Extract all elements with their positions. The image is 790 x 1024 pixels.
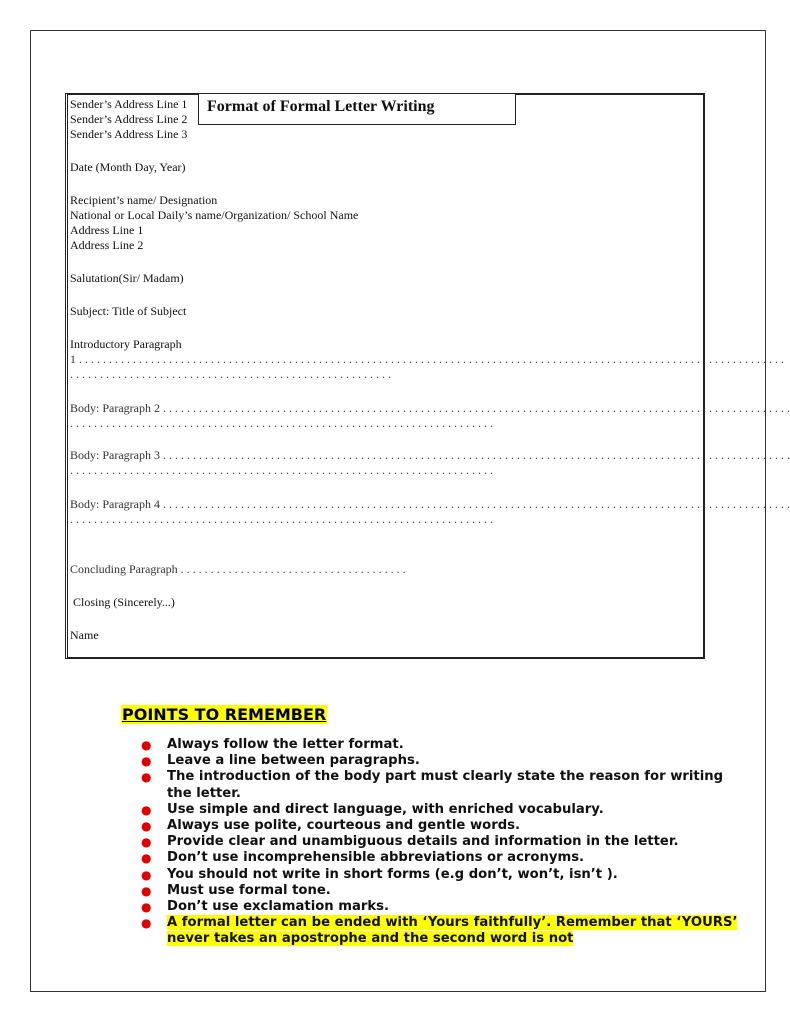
list-item: ● Must use formal tone. — [141, 882, 331, 898]
name-line: Name — [70, 628, 99, 642]
body-paragraph-3-dots: . . . . . . . . . . . . . . . . . . . . . . . . . . . . . . . . . . . . . . . . . . . . . . . . . . . . . . . . . . . . . . . . . . . . . . . — [70, 463, 493, 477]
list-item: ● The introduction of the body part must clearly state the reason for writing the letter. — [141, 769, 724, 801]
bullet-icon: ● — [141, 738, 152, 752]
closing-line: Closing (Sincerely...) — [70, 595, 175, 609]
body-paragraph-4: Body: Paragraph 4 . . . . . . . . . . . . . . . . . . . . . . . . . . . . . . . . . . . . . . . . . . . . . . . . . . . . . . . . . . . . . . . . . . . . . . . . . . . . . . . . . . . . . . . . . . . . . . . . . . . . . . . . . — [70, 497, 790, 511]
list-item — [141, 915, 741, 947]
body-paragraph-2: Body: Paragraph 2 . . . . . . . . . . . . . . . . . . . . . . . . . . . . . . . . . . . . . . . . . . . . . . . . . . . . . . . . . . . . . . . . . . . . . . . . . . . . . . . . . . . . . . . . . . . . . . . . . . . . . . . . . — [70, 401, 790, 415]
list-item: ● Use simple and direct language, with enriched vocabulary. — [141, 801, 604, 817]
sender-address-line-2: Sender’s Address Line 2 — [70, 112, 188, 126]
recipient-line-1: Recipient’s name/ Designation — [70, 193, 218, 207]
bullet-icon: ● — [141, 867, 152, 882]
points-list — [141, 737, 741, 948]
letter-format-title: Format of Formal Letter Writing — [198, 93, 516, 125]
bullet-icon: ● — [141, 802, 152, 817]
highlighted-text: A formal letter can be ended with ‘Yours faithfully’. Remember that ‘YOURS’ never takes an apostrophe and the second word is not — [167, 915, 738, 947]
body-paragraph-2-dots: . . . . . . . . . . . . . . . . . . . . . . . . . . . . . . . . . . . . . . . . . . . . . . . . . . . . . . . . . . . . . . . . . . . . . . . — [70, 416, 493, 430]
list-item: ● Don’t use exclamation marks. — [141, 899, 390, 915]
recipient-line-3: Address Line 1 — [70, 223, 144, 237]
intro-paragraph-dots-2: . . . . . . . . . . . . . . . . . . . . . . . . . . . . . . . . . . . . . . . . . . . . . . . . . . . . . . — [70, 367, 391, 381]
recipient-line-4: Address Line 2 — [70, 238, 144, 252]
list-item: ● Provide clear and unambiguous details and information in the letter. — [141, 834, 679, 850]
subject-line: Subject: Title of Subject — [70, 304, 187, 318]
bullet-icon: ● — [141, 900, 152, 915]
points-to-remember-heading: POINTS TO REMEMBER — [122, 705, 327, 724]
body-paragraph-4-dots: . . . . . . . . . . . . . . . . . . . . . . . . . . . . . . . . . . . . . . . . . . . . . . . . . . . . . . . . . . . . . . . . . . . . . . . — [70, 512, 493, 526]
bullet-icon: ● — [141, 916, 152, 931]
list-item: ● Leave a line between paragraphs. — [141, 753, 420, 769]
salutation-line: Salutation(Sir/ Madam) — [70, 271, 184, 285]
document-page — [30, 30, 790, 992]
list-item: ● Always use polite, courteous and gentle words. — [141, 818, 521, 834]
letter-format-box — [65, 93, 790, 659]
body-paragraph-3: Body: Paragraph 3 . . . . . . . . . . . . . . . . . . . . . . . . . . . . . . . . . . . . . . . . . . . . . . . . . . . . . . . . . . . . . . . . . . . . . . . . . . . . . . . . . . . . . . . . . . . . . . . . . . . . . . . . . — [70, 448, 790, 462]
sender-address-line-3: Sender’s Address Line 3 — [70, 127, 188, 141]
bullet-icon: ● — [141, 883, 152, 898]
list-item: ● You should not write in short forms (e.g don’t, won’t, isn’t ). — [141, 866, 618, 882]
intro-paragraph-label: Introductory Paragraph — [70, 337, 182, 351]
recipient-line-2: National or Local Daily’s name/Organization/ School Name — [70, 208, 359, 222]
sender-address-line-1: Sender’s Address Line 1 — [70, 97, 188, 111]
date-line: Date (Month Day, Year) — [70, 160, 186, 174]
list-item: ● Always follow the letter format. — [141, 737, 404, 752]
bullet-icon: ● — [141, 835, 152, 850]
bullet-icon: ● — [141, 851, 152, 866]
concluding-paragraph: Concluding Paragraph . . . . . . . . . . . . . . . . . . . . . . . . . . . . . . . . . . . . . . — [70, 562, 406, 576]
bullet-icon: ● — [141, 770, 152, 785]
list-item: ● Don’t use incomprehensible abbreviations or acronyms. — [141, 850, 585, 866]
intro-paragraph-dots-1: 1 . . . . . . . . . . . . . . . . . . . . . . . . . . . . . . . . . . . . . . . . . . . . . . . . . . . . . . . . . . . . . . . . . . . . . . . . . . . . . . . . . . . . . . . . . . . . . . . . . . . . . . . . . . . . . . . . . . . . . . — [70, 352, 784, 366]
bullet-icon: ● — [141, 819, 152, 834]
bullet-icon: ● — [141, 754, 152, 769]
